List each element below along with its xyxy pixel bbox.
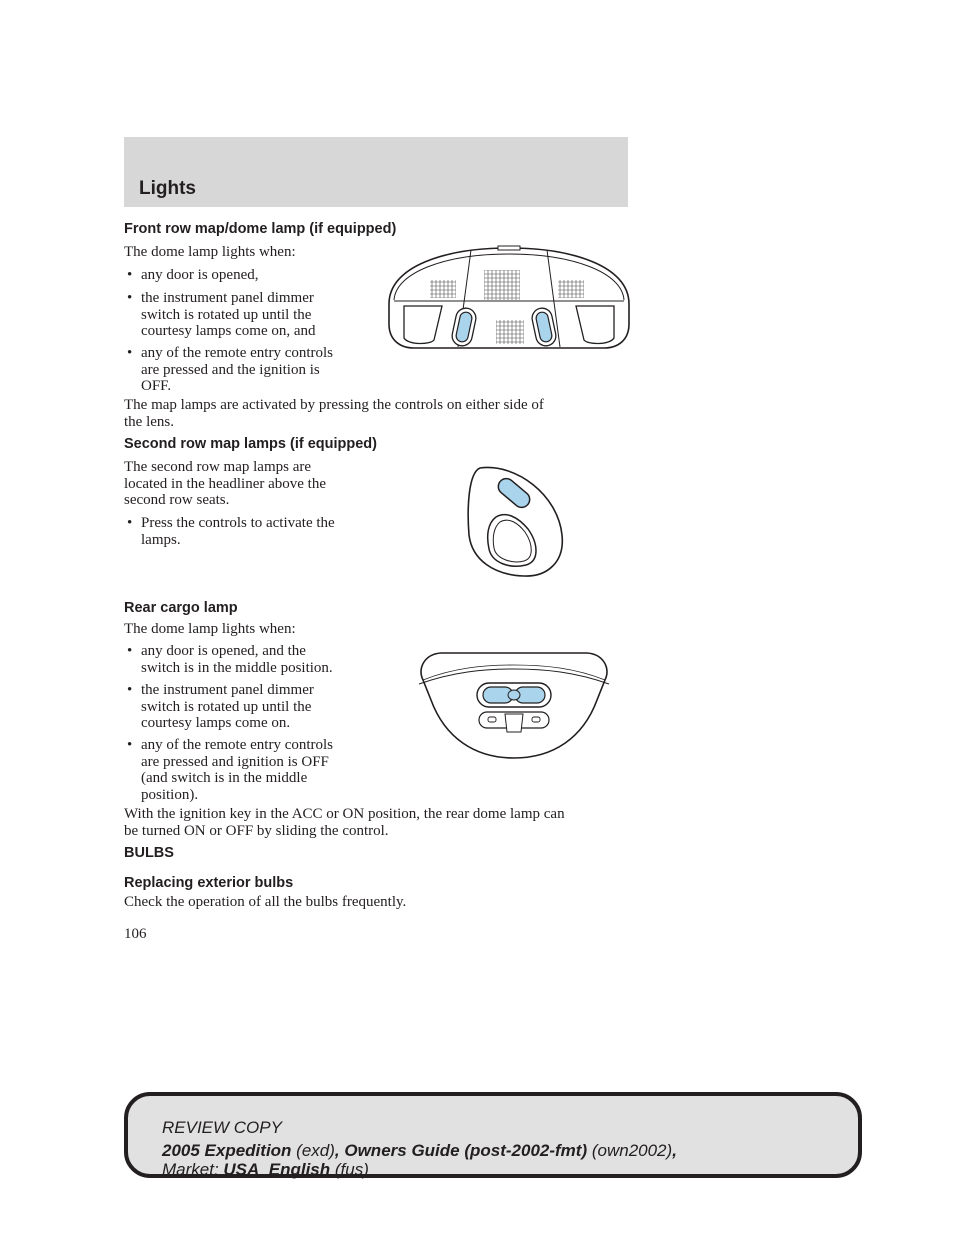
review-copy-label: REVIEW COPY [162,1118,282,1137]
rear-intro: The dome lamp lights when: [124,621,296,637]
second-intro-line-2: located in the headliner above the [124,475,326,492]
front-after-line-2: the lens. [124,413,174,430]
second-row-lamp-illustration [466,465,566,579]
bullet-text: the instrument panel dimmer [141,682,314,698]
second-intro-line-3: second row seats. [124,492,230,508]
bullet-text: switch is rotated up until the [141,306,312,323]
footer-model-code: (exd) [291,1141,335,1160]
rear-cargo-heading: Rear cargo lamp [124,600,238,616]
exterior-bulbs-heading: Replacing exterior bulbs [124,875,294,891]
second-lamp-heading: Second row map lamps (if equipped) [124,436,377,452]
second-intro-line-1: The second row map lamps are [124,459,312,475]
bullet-text: switch is in the middle position. [141,659,333,676]
footer-separator: , [334,1141,345,1160]
front-lamp-heading: Front row map/dome lamp (if equipped) [124,221,397,237]
footer-guide: Owners Guide (post-2002-fmt) [344,1141,588,1160]
bullet-text: lamps. [141,531,181,548]
bullet-text: OFF. [141,378,172,394]
bullet-dot: • [127,515,133,531]
section-header-band [124,137,628,207]
bullet-dot: • [127,345,133,361]
bullet-text: courtesy lamps come on, and [141,323,316,339]
rear-after-line-2: be turned ON or OFF by sliding the control. [124,822,389,839]
front-intro: The dome lamp lights when: [124,244,296,260]
bullet-text: position). [141,786,199,803]
bullet-text: any of the remote entry controls [141,345,334,361]
bullet-text: switch is rotated up until the [141,698,312,715]
bullet-text: are pressed and ignition is OFF [141,753,329,770]
footer-guide-code: (own2002) [587,1141,673,1160]
bullet-dot: • [127,643,133,659]
footer-document-line [162,1141,677,1161]
bullet-text: any door is opened, and the [141,643,306,659]
bullet-text: any of the remote entry controls [141,737,334,753]
exterior-bulbs-text: Check the operation of all the bulbs frequently. [124,894,407,910]
footer-market-code: (fus) [330,1160,369,1179]
front-dome-lamp-illustration [386,244,632,354]
bulbs-heading: BULBS [124,845,174,861]
bullet-text: courtesy lamps come on. [141,715,291,731]
rear-after-line-1: With the ignition key in the ACC or ON position, the rear dome lamp can [124,806,565,822]
rear-cargo-lamp-illustration [413,650,615,762]
footer-market-line [162,1160,369,1180]
bullet-dot: • [127,737,133,753]
front-after-line-1: The map lamps are activated by pressing the controls on either side of [124,397,544,413]
footer-model: 2005 Expedition [162,1141,292,1160]
bullet-text: are pressed and the ignition is [141,361,320,378]
footer-market-label: Market: [162,1160,224,1179]
bullet-text: (and switch is in the middle [141,770,308,786]
page-number: 106 [124,926,147,942]
bullet-text: the instrument panel dimmer [141,290,314,306]
footer-market: USA_English [223,1160,331,1179]
footer-separator: , [672,1141,677,1160]
bullet-text: Press the controls to activate the [141,515,335,531]
bullet-dot: • [127,290,133,306]
bullet-dot: • [127,682,133,698]
bullet-dot: • [127,267,133,283]
section-title: Lights [139,178,196,199]
bullet-text: any door is opened, [141,267,259,283]
